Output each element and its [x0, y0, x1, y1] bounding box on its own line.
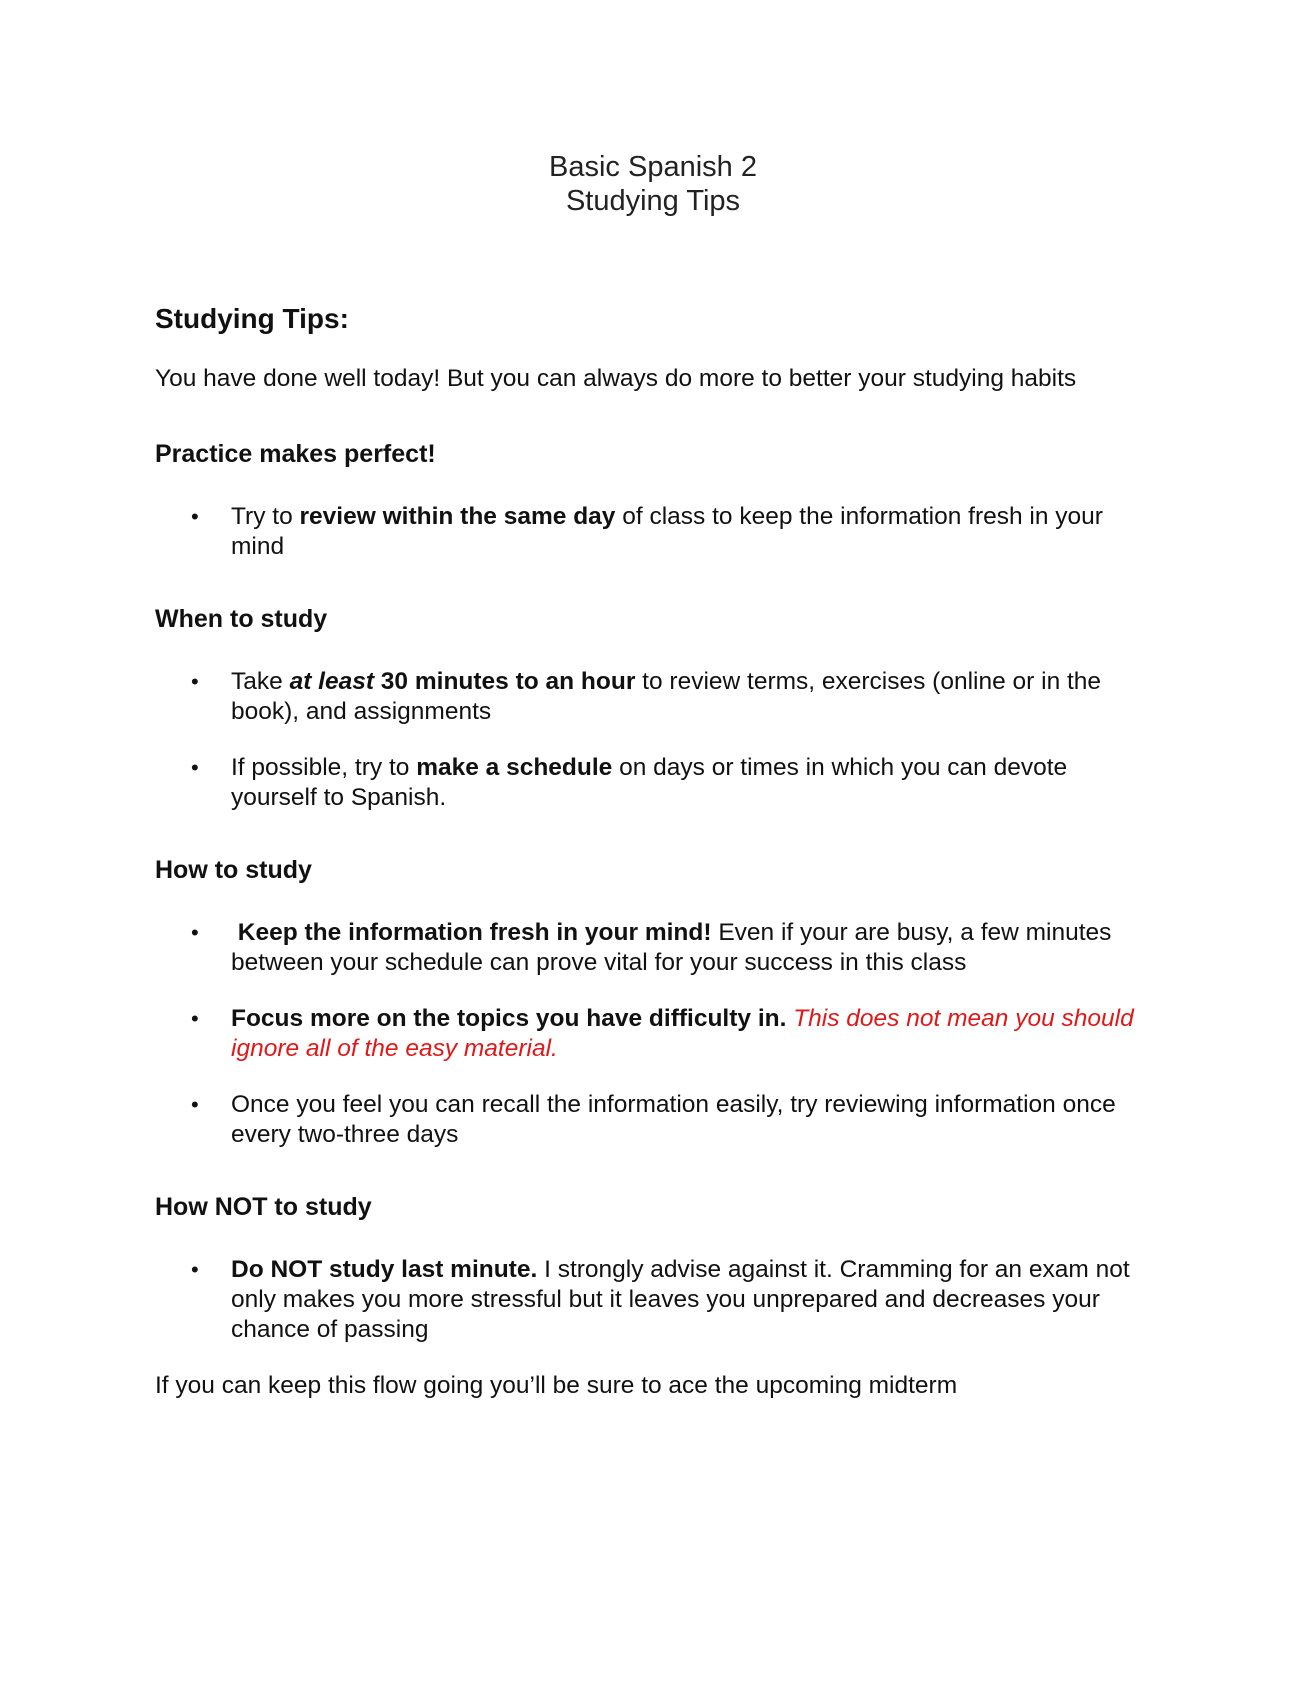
section-heading-how-not: How NOT to study — [155, 1193, 372, 1221]
list-item — [155, 1004, 1155, 1064]
bold-text-run: Keep the information fresh in your mind! — [231, 919, 712, 946]
section-heading-when: When to study — [155, 605, 328, 633]
list-item — [155, 918, 1155, 978]
text-run: I strongly advise against it. Cramming for an exam not only makes you more stressful but it leaves you unprepared and decreases your chance of passing — [231, 1256, 1130, 1343]
list-item — [155, 1090, 1155, 1150]
document-body — [155, 302, 1155, 1401]
bullet-icon: • — [191, 920, 199, 945]
bold-text-run: make a schedule — [416, 754, 613, 781]
section-how-not — [155, 1192, 1155, 1345]
section-heading-how: How to study — [155, 856, 312, 884]
section-when — [155, 604, 1155, 813]
text-run: to review terms, exercises (online or in the book), and assignments — [231, 668, 1102, 725]
title-line-1: Basic Spanish 2 — [549, 151, 757, 183]
document-title — [0, 150, 1306, 218]
bullet-list-how — [155, 918, 1155, 1150]
section-heading-practice: Practice makes perfect! — [155, 440, 436, 468]
text-run: Once you feel you can recall the information easily, try reviewing information once every two-three days — [231, 1091, 1116, 1148]
bullet-icon: • — [191, 1092, 199, 1117]
list-item — [155, 667, 1155, 727]
text-run: Take — [231, 668, 290, 695]
main-heading: Studying Tips: — [155, 303, 349, 334]
list-item — [155, 1255, 1155, 1345]
list-item — [155, 502, 1155, 562]
bullet-list-how-not — [155, 1255, 1155, 1345]
bullet-list-when — [155, 667, 1155, 813]
text-run: Even if your are busy, a few minutes between your schedule can prove vital for your success in this class — [231, 919, 1112, 976]
bold-text-run: review within the same day — [299, 503, 616, 530]
list-item — [155, 753, 1155, 813]
section-practice — [155, 439, 1155, 562]
text-run: on days or times in which you can devote yourself to Spanish. — [231, 754, 1068, 811]
bullet-list-practice — [155, 502, 1155, 562]
bullet-icon: • — [191, 1006, 199, 1031]
bold-text-run: Do NOT study last minute. — [231, 1256, 538, 1283]
bullet-icon: • — [191, 755, 199, 780]
bullet-icon: • — [191, 1257, 199, 1282]
bold-text-run: Focus more on the topics you have difficulty in. — [231, 1005, 787, 1032]
red-emphasis-text: This does not mean you should ignore all of the easy material. — [231, 1005, 1134, 1062]
bullet-icon: • — [191, 504, 199, 529]
title-line-2: Studying Tips — [565, 185, 741, 217]
text-run: If possible, try to — [231, 754, 417, 781]
text-run: of class to keep the information fresh in your mind — [231, 503, 1103, 560]
bold-text-run: 30 minutes to an hour — [374, 668, 636, 695]
bold-italic-text-run: at least — [289, 668, 374, 695]
section-how — [155, 855, 1155, 1150]
intro-paragraph: You have done well today! But you can always do more to better your studying habits — [155, 365, 1077, 392]
bullet-icon: • — [191, 669, 199, 694]
closing-paragraph: If you can keep this flow going you’ll be sure to ace the upcoming midterm — [155, 1372, 958, 1399]
text-run: Try to — [231, 503, 300, 530]
